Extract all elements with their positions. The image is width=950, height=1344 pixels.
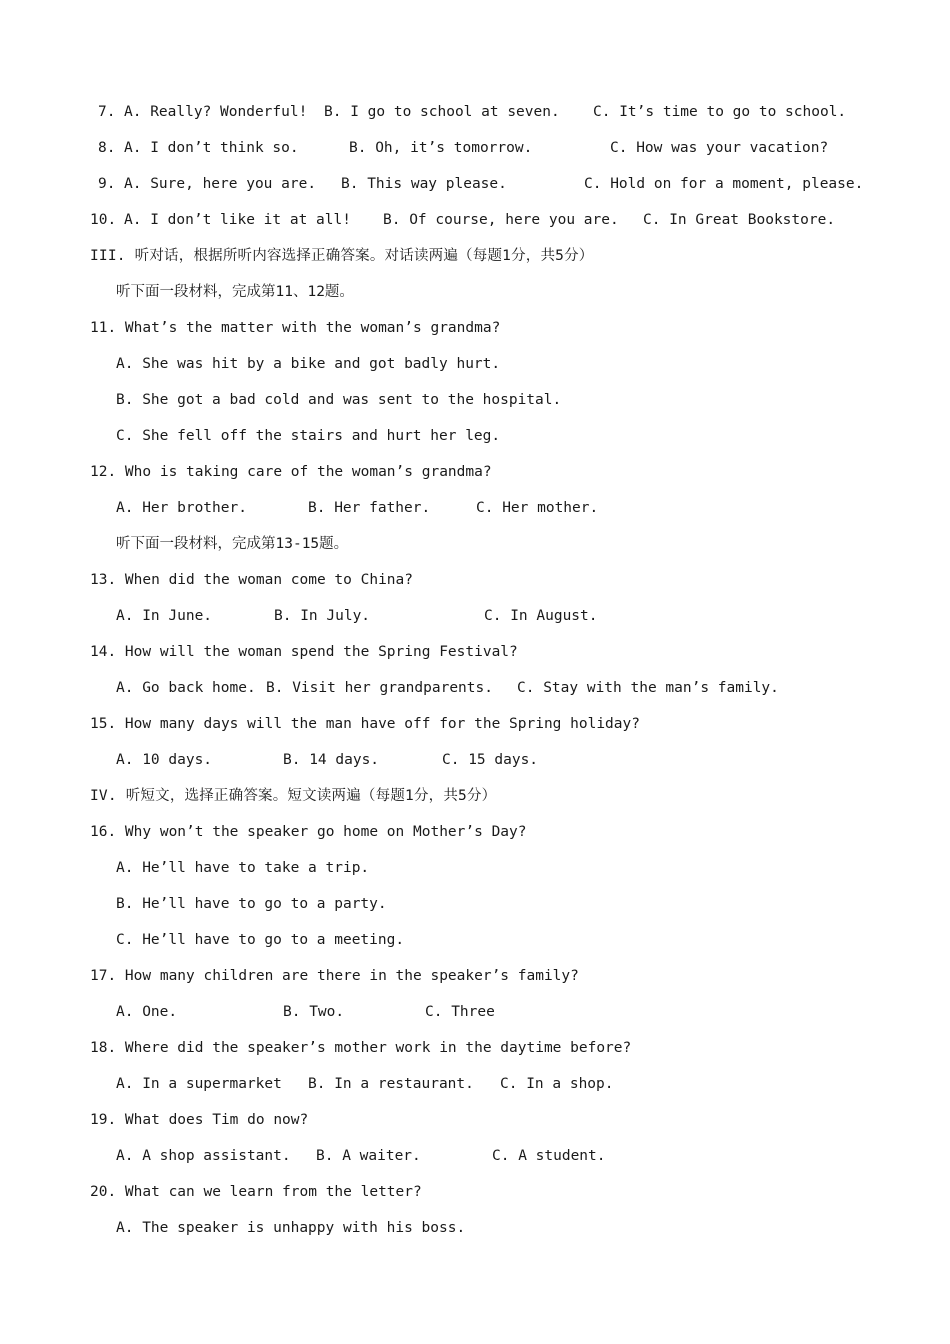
option-c: C. Her mother. — [476, 500, 599, 516]
question-20: 20. What can we learn from the letter? — [90, 1184, 422, 1200]
question-12: 12. Who is taking care of the woman’s grandma? — [90, 464, 492, 480]
question-14: 14. How will the woman spend the Spring Festival? — [90, 644, 518, 660]
option-b: B. Her father. — [308, 500, 431, 516]
option-b: B. Visit her grandparents. — [266, 680, 493, 696]
question-11: 11. What’s the matter with the woman’s grandma? — [90, 320, 501, 336]
option-a: A. One. — [116, 1004, 178, 1020]
option-c: C. In Great Bookstore. — [643, 212, 836, 228]
option-a: A. Really? Wonderful! — [124, 104, 308, 120]
option-c: C. He’ll have to go to a meeting. — [116, 932, 405, 948]
option-b: B. Oh, it’s tomorrow. — [349, 140, 533, 156]
question-16: 16. Why won’t the speaker go home on Mother’s Day? — [90, 824, 527, 840]
question-number: 7. — [98, 104, 116, 120]
option-a: A. The speaker is unhappy with his boss. — [116, 1220, 466, 1236]
option-c: C. In a shop. — [500, 1076, 614, 1092]
option-b: B. She got a bad cold and was sent to the hospital. — [116, 392, 562, 408]
option-b: B. In July. — [274, 608, 371, 624]
option-c: C. In August. — [484, 608, 598, 624]
option-a: A. Sure, here you are. — [124, 176, 317, 192]
option-c: C. Three — [425, 1004, 495, 1020]
question-19: 19. What does Tim do now? — [90, 1112, 309, 1128]
option-a: A. In a supermarket — [116, 1076, 282, 1092]
option-b: B. Two. — [283, 1004, 345, 1020]
question-13: 13. When did the woman come to China? — [90, 572, 414, 588]
option-c: C. Stay with the man’s family. — [517, 680, 779, 696]
question-number: 8. — [98, 140, 116, 156]
question-15: 15. How many days will the man have off for the Spring holiday? — [90, 716, 640, 732]
option-c: C. 15 days. — [442, 752, 539, 768]
option-c: C. How was your vacation? — [610, 140, 829, 156]
option-a: A. He’ll have to take a trip. — [116, 860, 370, 876]
section-intro: 听下面一段材料，完成第13-15题。 — [116, 536, 349, 552]
option-a: A. I don’t like it at all! — [124, 212, 351, 228]
option-b: B. He’ll have to go to a party. — [116, 896, 387, 912]
option-c: C. It’s time to go to school. — [593, 104, 847, 120]
option-b: B. I go to school at seven. — [324, 104, 560, 120]
section-heading-iv: IV. 听短文，选择正确答案。短文读两遍（每题1分，共5分） — [90, 788, 497, 804]
question-number: 10. — [90, 212, 117, 228]
question-17: 17. How many children are there in the speaker’s family? — [90, 968, 579, 984]
option-b: B. In a restaurant. — [308, 1076, 474, 1092]
section-heading-iii: III. 听对话，根据所听内容选择正确答案。对话读两遍（每题1分，共5分） — [90, 248, 594, 264]
option-b: B. 14 days. — [283, 752, 380, 768]
option-c: C. Hold on for a moment, please. — [584, 176, 864, 192]
option-a: A. Her brother. — [116, 500, 247, 516]
option-a: A. A shop assistant. — [116, 1148, 291, 1164]
option-a: A. In June. — [116, 608, 213, 624]
option-b: B. Of course, here you are. — [383, 212, 619, 228]
option-c: C. A student. — [492, 1148, 606, 1164]
option-b: B. A waiter. — [316, 1148, 421, 1164]
option-a: A. She was hit by a bike and got badly hurt. — [116, 356, 501, 372]
question-18: 18. Where did the speaker’s mother work in the daytime before? — [90, 1040, 632, 1056]
option-c: C. She fell off the stairs and hurt her leg. — [116, 428, 501, 444]
option-a: A. 10 days. — [116, 752, 213, 768]
option-a: A. I don’t think so. — [124, 140, 299, 156]
section-intro: 听下面一段材料，完成第11、12题。 — [116, 284, 354, 300]
option-b: B. This way please. — [341, 176, 507, 192]
question-number: 9. — [98, 176, 116, 192]
option-a: A. Go back home. — [116, 680, 256, 696]
